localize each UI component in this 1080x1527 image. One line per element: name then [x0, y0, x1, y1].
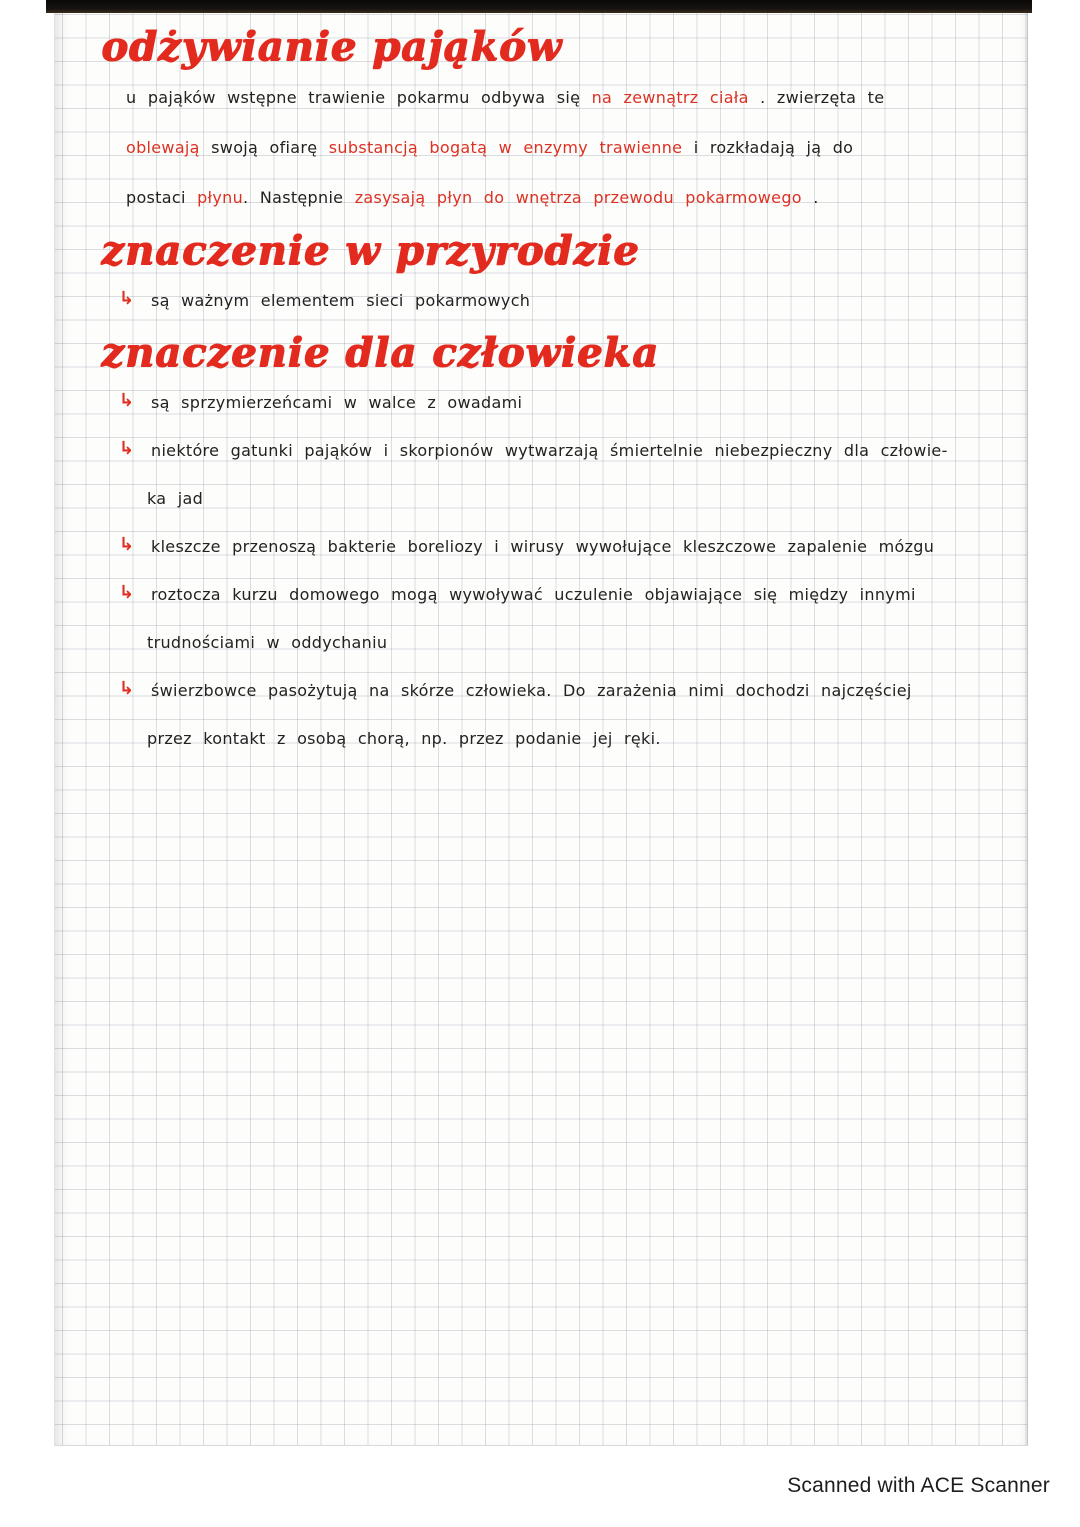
- bullet-continuation-line: [55, 475, 1027, 523]
- arrow-bullet-icon: ↳: [119, 288, 135, 309]
- black-ink-text: postaci: [126, 188, 198, 207]
- bullet-continuation-line: [55, 715, 1027, 763]
- paragraph-line: [126, 173, 1017, 223]
- arrow-bullet-icon: ↳: [119, 582, 135, 603]
- bullet-item: [55, 427, 1027, 475]
- bullet-continuation-line: [55, 619, 1027, 667]
- black-ink-text: u pająków wstępne trawienie pokarmu odbywa się: [126, 88, 592, 107]
- bullet-item: [55, 379, 1027, 427]
- bullet-text: przez kontakt z osobą chorą, np. przez podanie jej ręki.: [147, 729, 661, 748]
- arrow-bullet-icon: ↳: [119, 678, 135, 699]
- scanner-watermark: Scanned with ACE Scanner: [787, 1474, 1050, 1497]
- red-ink-text: płynu: [197, 188, 244, 207]
- section-heading: odżywianie pająków: [101, 23, 562, 70]
- black-ink-text: i rozkładają ją do: [682, 138, 854, 157]
- notes-content: [55, 13, 1027, 763]
- black-ink-text: . zwierzęta te: [748, 88, 885, 107]
- bullet-text: roztocza kurzu domowego mogą wywoływać uczulenie objawiające się między innymi: [151, 585, 916, 604]
- bullet-item: [55, 571, 1027, 619]
- bullet-text: świerzbowce pasożytują na skórze człowieka. Do zarażenia nimi dochodzi najczęściej: [151, 681, 912, 700]
- arrow-bullet-icon: ↳: [119, 534, 135, 555]
- black-ink-text: swoją ofiarę: [199, 138, 329, 157]
- bullet-text: niektóre gatunki pająków i skorpionów wytwarzają śmiertelnie niebezpieczny dla człowie-: [151, 441, 948, 460]
- scan-edge-bar: [46, 0, 1032, 13]
- arrow-bullet-icon: ↳: [119, 390, 135, 411]
- red-ink-text: na zewnątrz ciała: [591, 88, 749, 107]
- red-ink-text: zasysają płyn do wnętrza przewodu pokarmowego: [354, 188, 802, 207]
- paragraph-line: [126, 73, 1017, 123]
- bullet-text: są ważnym elementem sieci pokarmowych: [151, 291, 531, 310]
- bullet-item: [55, 523, 1027, 571]
- bullet-item: [55, 667, 1027, 715]
- bullet-text: są sprzymierzeńcami w walce z owadami: [151, 393, 523, 412]
- section-heading: znaczenie dla człowieka: [101, 329, 659, 376]
- black-ink-text: . Następnie: [243, 188, 355, 207]
- bullet-item: [55, 277, 1027, 325]
- bullet-text: trudnościami w oddychaniu: [147, 633, 388, 652]
- bullet-text: ka jad: [147, 489, 204, 508]
- black-ink-text: .: [801, 188, 819, 207]
- red-ink-text: oblewają: [126, 138, 200, 157]
- red-ink-text: substancją bogatą w enzymy trawienne: [328, 138, 683, 157]
- section-heading: znaczenie w przyrodzie: [101, 227, 640, 274]
- paragraph-line: [126, 123, 1017, 173]
- bullet-text: kleszcze przenoszą bakterie boreliozy i wirusy wywołujące kleszczowe zapalenie mózgu: [151, 537, 935, 556]
- arrow-bullet-icon: ↳: [119, 438, 135, 459]
- notebook-page: [54, 0, 1028, 1446]
